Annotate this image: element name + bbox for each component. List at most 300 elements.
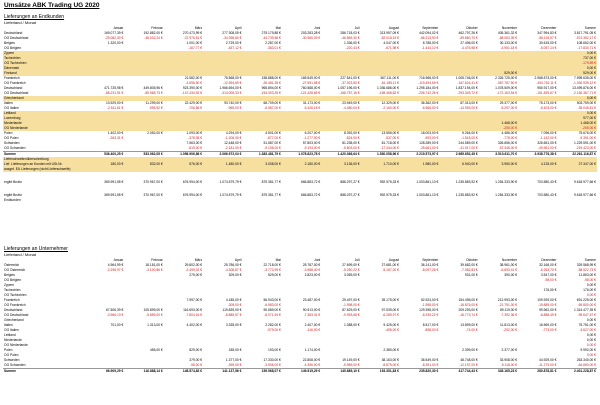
row-label-cell[interactable]: Griechenland	[4, 318, 24, 322]
table-cell[interactable]: -495,00 €	[385, 328, 399, 332]
table-cell[interactable]	[85, 172, 124, 180]
table-cell[interactable]: 0,00 €	[586, 353, 596, 357]
table-cell[interactable]: 369.991,55 €	[104, 193, 124, 197]
table-cell[interactable]: 0,00 €	[558, 111, 598, 116]
table-cell[interactable]	[282, 198, 321, 203]
column-header[interactable]: Oktober	[466, 26, 478, 30]
table-cell[interactable]: 149.515,29 €	[282, 369, 321, 375]
table-cell[interactable]: -6.263,70 €	[539, 268, 557, 272]
table-cell[interactable]: 471.725,98 €	[104, 86, 124, 90]
table-cell[interactable]: 2.407,00 €	[304, 323, 321, 327]
row-label-cell[interactable]: OG Tschechien	[4, 293, 27, 297]
table-cell[interactable]: 52.924,00 €	[420, 298, 439, 302]
table-cell[interactable]: 22.261.116,87 €	[558, 152, 598, 158]
table-cell[interactable]: -1.277,00 €	[303, 136, 321, 140]
table-cell[interactable]: -179,89 €	[558, 61, 598, 66]
table-cell[interactable]: -30.980,09 €	[301, 36, 321, 40]
table-cell[interactable]	[164, 172, 203, 180]
table-cell[interactable]: 4.402,00 €	[186, 323, 203, 327]
table-cell[interactable]	[361, 172, 400, 180]
table-cell[interactable]: -255,00 €	[558, 126, 598, 131]
table-cell[interactable]: 1.402,00 €	[107, 131, 124, 135]
table-cell[interactable]	[85, 198, 124, 203]
row-label-cell[interactable]: OG Polen	[4, 136, 19, 140]
table-cell[interactable]: -5.803,00 €	[342, 146, 360, 150]
table-cell[interactable]: 369.991,55 €	[104, 180, 124, 184]
table-cell[interactable]: 75.676,00 €	[578, 131, 596, 135]
table-cell[interactable]: -6.693,41 €	[500, 268, 518, 272]
table-cell[interactable]: 1.530.058,96 €	[361, 152, 400, 158]
table-cell[interactable]: 379,00 €	[189, 358, 203, 362]
table-cell[interactable]: -9.195,00 €	[264, 146, 281, 150]
table-cell[interactable]: 676.994,00 €	[182, 180, 203, 184]
table-cell[interactable]: -154.303,25 €	[260, 91, 281, 95]
table-cell[interactable]: -49.961,00 €	[537, 146, 557, 150]
table-cell[interactable]: 33.908,00 €	[499, 358, 518, 362]
table-cell[interactable]: 108.652,00 €	[576, 41, 596, 45]
table-cell[interactable]: -116,00 €	[306, 328, 321, 332]
table-cell[interactable]: 203.283,28 €	[300, 31, 321, 35]
table-cell[interactable]: -5.167,20 €	[382, 268, 399, 272]
table-cell[interactable]: -17.830,71 €	[577, 46, 596, 50]
row-label-cell[interactable]: OG Niederlande	[4, 343, 28, 347]
table-cell[interactable]: 1.036.686,00 €	[377, 86, 399, 90]
table-cell[interactable]: -2.160,00 €	[382, 106, 399, 110]
table-cell[interactable]: 176,00 €	[543, 288, 557, 292]
table-cell[interactable]: 691.225,00 €	[576, 298, 596, 302]
row-label-cell[interactable]: OG Deutschland	[4, 91, 29, 95]
table-cell[interactable]: 931,00 €	[464, 273, 478, 277]
table-cell[interactable]: 9.992,00 €	[580, 348, 596, 352]
table-cell[interactable]: 212.993,00 €	[497, 298, 518, 302]
table-cell[interactable]: 8.788,00 €	[422, 41, 439, 45]
table-cell[interactable]: 29.377,00 €	[499, 101, 518, 105]
column-header[interactable]: Juni	[314, 258, 321, 262]
table-cell[interactable]: -29.082,30 €	[104, 36, 124, 40]
table-cell[interactable]: 1.229.591,00 €	[574, 141, 596, 145]
table-cell[interactable]: 12.329,00 €	[381, 101, 399, 105]
table-cell[interactable]: -7.804,16 €	[185, 313, 203, 317]
table-cell[interactable]: 2.399,00 €	[462, 348, 478, 352]
table-cell[interactable]: -220,43 €	[345, 46, 360, 50]
table-cell[interactable]: 370.967,00 €	[143, 193, 163, 197]
table-cell[interactable]: 22.429,00 €	[184, 101, 203, 105]
table-cell[interactable]: 1.313,00 €	[147, 323, 163, 327]
row-label-cell[interactable]: Zypern	[4, 283, 15, 287]
table-cell[interactable]: 1.005.746,00 €	[455, 76, 478, 80]
row-label-cell[interactable]	[3, 185, 85, 193]
table-cell[interactable]: 701,00 €	[110, 323, 124, 327]
table-cell[interactable]: -8.391,00 €	[421, 363, 439, 367]
column-header[interactable]: Februar	[151, 258, 163, 262]
column-header[interactable]: September	[422, 258, 439, 262]
row-label-cell[interactable]: OG Tschechien	[3, 61, 85, 66]
row-label-cell[interactable]: Italien	[4, 323, 13, 327]
column-header[interactable]: Summe	[584, 26, 596, 30]
table-cell[interactable]: -979,00 €	[266, 328, 281, 332]
table-cell[interactable]	[203, 172, 242, 180]
table-cell[interactable]: 27.347,00 €	[558, 162, 598, 167]
row-label-cell[interactable]: Finnland	[3, 71, 85, 76]
table-cell[interactable]: 1.001,00 €	[186, 41, 203, 45]
table-cell[interactable]: -6.983,00 €	[264, 303, 281, 307]
table-cell[interactable]: -898,00 €	[424, 328, 439, 332]
row-label-cell[interactable]: Österreich	[4, 263, 20, 267]
table-cell[interactable]: -21.791,00 €	[498, 303, 518, 307]
table-cell[interactable]: 119.839,00 €	[222, 308, 242, 312]
table-cell[interactable]	[321, 185, 360, 193]
table-cell[interactable]: 209.293,00 €	[458, 308, 478, 312]
table-cell[interactable]: 326.651,00 €	[537, 141, 557, 145]
table-cell[interactable]: 7.597,00 €	[186, 298, 203, 302]
table-cell[interactable]: 105.899,00 €	[143, 308, 163, 312]
table-cell[interactable]: -9.193,00 €	[303, 146, 321, 150]
table-cell[interactable]: 27.496,00 €	[460, 41, 478, 45]
table-cell[interactable]: 1.093,00 €	[186, 131, 203, 135]
table-cell[interactable]: -314.005,33 €	[221, 91, 242, 95]
table-cell[interactable]	[282, 185, 321, 193]
table-cell[interactable]: 0,00 €	[558, 66, 598, 71]
table-cell[interactable]: 87.629,00 €	[342, 308, 360, 312]
table-cell[interactable]: -12.594,69 €	[222, 81, 242, 85]
table-cell[interactable]: 4.486,00 €	[501, 131, 518, 135]
table-cell[interactable]: 462.797,26 €	[458, 31, 478, 35]
table-cell[interactable]: -9.118,00 €	[500, 363, 518, 367]
table-cell[interactable]: 1.980,00 €	[400, 162, 439, 167]
table-cell[interactable]: 4.501,00 €	[265, 131, 281, 135]
table-cell[interactable]: 1.078.823,78 €	[282, 152, 321, 158]
table-cell[interactable]: 21.582,00 €	[184, 76, 203, 80]
table-cell[interactable]	[400, 172, 439, 180]
table-cell[interactable]: 90.689,00 €	[263, 308, 281, 312]
table-cell[interactable]: -61.185,11 €	[380, 81, 399, 85]
table-cell[interactable]: 2.219.573,97 €	[400, 152, 439, 158]
table-cell[interactable]: 13.899,00 €	[460, 323, 478, 327]
table-cell[interactable]: 154.495,00 €	[458, 298, 478, 302]
table-cell[interactable]: -3.773,99 €	[264, 268, 281, 272]
table-cell[interactable]: -11.279,00 €	[538, 363, 557, 367]
table-cell[interactable]: 1.003.861,13 €	[416, 193, 439, 197]
table-cell[interactable]: 12.448,00 €	[224, 141, 242, 145]
table-cell[interactable]: -85.965,73 €	[144, 91, 163, 95]
row-label-cell[interactable]: Luxemburg	[3, 116, 85, 121]
table-cell[interactable]: 66.909,29 €	[85, 369, 124, 375]
table-cell[interactable]: 29.497,00 €	[342, 298, 360, 302]
table-cell[interactable]: 703.580,43 €	[537, 180, 557, 184]
table-cell[interactable]: -293.349,72 €	[457, 91, 478, 95]
column-header[interactable]: Oktober	[466, 258, 478, 262]
table-cell[interactable]: 7.096,00 €	[540, 131, 557, 135]
table-cell[interactable]	[164, 185, 203, 193]
row-label-cell[interactable]: Tschechien	[4, 288, 21, 292]
table-cell[interactable]: 0,00 €	[586, 343, 596, 347]
table-cell[interactable]: 977,00 €	[558, 116, 598, 121]
table-cell[interactable]: 992.975,33 €	[379, 180, 399, 184]
table-cell[interactable]: 159.568,07 €	[243, 369, 282, 375]
table-cell[interactable]: 4.047,00 €	[383, 41, 399, 45]
row-label-cell[interactable]: Polen	[4, 131, 13, 135]
row-label-cell[interactable]: Lettland	[3, 111, 85, 116]
table-cell[interactable]: -4.308,87 €	[224, 268, 242, 272]
table-cell[interactable]: -2.499,02 €	[185, 268, 203, 272]
table-cell[interactable]: 27.681,00 €	[381, 263, 399, 267]
table-cell[interactable]: 6.207,00 €	[304, 131, 321, 135]
table-cell[interactable]: 1.235.883,92 €	[455, 193, 478, 197]
table-cell[interactable]: -387.787,50 €	[496, 81, 518, 85]
table-cell[interactable]: 75.751,00 €	[578, 323, 596, 327]
table-cell[interactable]: 25.786,00 €	[224, 263, 242, 267]
table-cell[interactable]: -74,00 €	[465, 328, 478, 332]
table-cell[interactable]: 347.994,83 €	[537, 31, 557, 35]
table-cell[interactable]: -25.661,00 €	[419, 146, 439, 150]
table-cell[interactable]: 39.175,00 €	[381, 298, 399, 302]
row-label-cell[interactable]: OG Österreich	[4, 268, 26, 272]
table-cell[interactable]	[361, 185, 400, 193]
table-cell[interactable]: 9.618.977,66 €	[574, 193, 596, 197]
table-cell[interactable]: 192.882,00 €	[143, 31, 163, 35]
table-cell[interactable]: 4.964,99 €	[107, 263, 124, 267]
row-label-cell[interactable]: ergibt Brutto	[4, 180, 22, 184]
table-cell[interactable]: -4.480,04 €	[342, 106, 360, 110]
table-cell[interactable]: -219.423,00 €	[575, 146, 596, 150]
row-label-cell[interactable]: Summe	[3, 369, 85, 375]
table-cell[interactable]: -17.344,00 €	[380, 146, 399, 150]
table-cell[interactable]: -1.142,00 €	[539, 136, 557, 140]
table-cell[interactable]: -7.392,36 €	[500, 313, 518, 317]
table-cell[interactable]: -537,00 €	[385, 136, 399, 140]
row-label-cell[interactable]: Deutschland	[4, 308, 23, 312]
table-cell[interactable]: 313.997,09 €	[379, 31, 399, 35]
table-cell[interactable]: 9.425,00 €	[383, 323, 399, 327]
table-cell[interactable]: -9.993,68 €	[342, 313, 360, 317]
table-cell[interactable]: 57.803,00 €	[302, 141, 321, 145]
row-label-cell[interactable]: Frankreich	[4, 298, 20, 302]
table-cell[interactable]: 1.057.196,00 €	[337, 86, 360, 90]
table-cell[interactable]: 263.340,00 €	[576, 358, 596, 362]
row-label-cell[interactable]: Lief. Lieferungen an Kunden mit USt-Nr.	[3, 162, 85, 167]
table-cell[interactable]: -383,01 €	[266, 46, 281, 50]
table-cell[interactable]: 5.264,00 €	[462, 131, 478, 135]
column-header[interactable]: Mai	[275, 26, 281, 30]
table-cell[interactable]: 29.802,00 €	[184, 263, 203, 267]
table-cell[interactable]: -773,00 €	[542, 328, 557, 332]
table-cell[interactable]: 737,00 €	[558, 56, 598, 61]
table-cell[interactable]: 32.166,00 €	[539, 263, 557, 267]
table-cell[interactable]: 148.574,82 €	[164, 369, 203, 375]
table-cell[interactable]: 2.287,00 €	[265, 41, 281, 45]
table-cell[interactable]: -19.889,00 €	[537, 303, 557, 307]
table-cell[interactable]: 442.094,02 €	[419, 31, 439, 35]
table-cell[interactable]: 17.330,00 €	[263, 358, 281, 362]
table-cell[interactable]: 1.320,00 €	[107, 41, 124, 45]
table-cell[interactable]: 7.995.635,00 €	[574, 76, 596, 80]
table-cell[interactable]: 1.480,00 €	[203, 162, 242, 167]
table-cell[interactable]: -1.518,00 €	[461, 136, 478, 140]
column-header[interactable]: August	[388, 26, 399, 30]
table-cell[interactable]: 19.149,00 €	[342, 358, 360, 362]
table-cell[interactable]: 879.381,77 €	[261, 180, 281, 184]
table-cell[interactable]: -2.296,97 €	[106, 268, 124, 272]
column-header[interactable]: April	[234, 26, 242, 30]
table-cell[interactable]: 0,00 €	[558, 51, 598, 56]
table-cell[interactable]: -8.885,57 €	[224, 313, 242, 317]
table-cell[interactable]: 280.878,81 €	[518, 369, 557, 375]
table-cell[interactable]: 455,00 €	[149, 348, 163, 352]
table-cell[interactable]: 888.297,27 €	[340, 180, 360, 184]
table-cell[interactable]: 128.289,00 €	[419, 141, 439, 145]
column-header[interactable]: Februar	[151, 26, 163, 30]
table-cell[interactable]	[243, 198, 282, 203]
table-cell[interactable]: 1.468,00 €	[479, 121, 518, 126]
table-cell[interactable]: 109.929,00 €	[537, 298, 557, 302]
row-label-cell[interactable]: OG Italien	[4, 106, 19, 110]
row-label-cell[interactable]: Endkunden	[4, 198, 21, 202]
table-cell[interactable]: 56.943,00 €	[263, 298, 281, 302]
row-label-cell[interactable]: Schweden	[4, 358, 20, 362]
table-cell[interactable]: -263,31 €	[109, 136, 124, 140]
table-cell[interactable]: 2.052,00 €	[147, 131, 163, 135]
row-label-cell[interactable]: OG Deutschland	[4, 313, 29, 317]
table-cell[interactable]: -3.627,00 €	[579, 328, 596, 332]
table-cell[interactable]	[321, 198, 360, 203]
table-cell[interactable]: -1.206,00 €	[224, 136, 242, 140]
table-cell[interactable]: 2.968.573,00 €	[534, 76, 557, 80]
column-header[interactable]: März	[194, 258, 203, 262]
table-cell[interactable]: 68.709,00 €	[263, 101, 281, 105]
table-cell[interactable]: 30.615,00 €	[539, 41, 557, 45]
table-cell[interactable]	[558, 185, 598, 193]
table-cell[interactable]	[282, 172, 321, 180]
table-cell[interactable]: 38.961,00 €	[499, 263, 518, 267]
table-cell[interactable]: 75.568,00 €	[224, 76, 242, 80]
table-cell[interactable]: 1.837.194,00 €	[455, 86, 478, 90]
table-cell[interactable]: -965,00 €	[227, 106, 242, 110]
table-cell[interactable]: -2.181,00 €	[224, 146, 242, 150]
row-label-cell[interactable]: Tschechien	[3, 56, 85, 61]
table-cell[interactable]: 829,00 €	[189, 348, 203, 352]
table-cell[interactable]: 44.929,00 €	[539, 358, 557, 362]
table-cell[interactable]: 176,00 €	[583, 288, 596, 292]
table-cell[interactable]: 158.888,00 €	[261, 76, 281, 80]
table-cell[interactable]	[479, 185, 518, 193]
table-cell[interactable]: 2.823,00 €	[304, 273, 321, 277]
table-cell[interactable]: -494.762,11 €	[536, 81, 557, 85]
table-cell[interactable]: -147.434,92 €	[181, 91, 203, 95]
table-cell[interactable]: -8.339,22 €	[421, 313, 439, 317]
table-cell[interactable]: 536.400,25 €	[85, 152, 124, 158]
table-cell[interactable]: -88.231,91 €	[104, 91, 124, 95]
table-cell[interactable]: -16.773,74 €	[459, 313, 478, 317]
table-cell[interactable]: 11.299,00 €	[145, 101, 163, 105]
table-cell[interactable]: -99.647,57 €	[577, 313, 596, 317]
table-cell[interactable]: 51.587,00 €	[263, 141, 281, 145]
table-cell[interactable]: 703.580,43 €	[537, 193, 557, 197]
row-label-cell[interactable]: OG Belgien	[4, 278, 22, 282]
table-cell[interactable]: -8.097,26 €	[421, 268, 439, 272]
table-cell[interactable]: -172.163,54 €	[496, 91, 518, 95]
table-cell[interactable]: -165.468,82 €	[378, 91, 399, 95]
table-cell[interactable]: -37.923,50 €	[341, 81, 360, 85]
table-cell[interactable]: -68.063,39 €	[498, 36, 518, 40]
table-cell[interactable]: 13.929,00 €	[105, 101, 124, 105]
table-cell[interactable]: 27.699,00 €	[342, 263, 360, 267]
row-label-cell[interactable]: OG Belgien	[4, 46, 22, 50]
table-cell[interactable]: 30.133,00 €	[499, 41, 518, 45]
table-cell[interactable]: 13.555,00 €	[381, 131, 399, 135]
table-cell[interactable]: -8.879,00 €	[382, 363, 399, 367]
table-cell[interactable]: -457,12 €	[227, 46, 242, 50]
table-cell[interactable]: -98,00 €	[544, 278, 557, 282]
table-cell[interactable]: 923.390,00 €	[182, 86, 203, 90]
table-cell[interactable]: 503.759,00 €	[576, 101, 596, 105]
row-label-cell[interactable]: Deutschland	[4, 86, 23, 90]
table-cell[interactable]: -52.018,19 €	[380, 36, 399, 40]
table-cell[interactable]: 81.718,00 €	[381, 141, 399, 145]
table-cell[interactable]: -119.494,69 €	[418, 81, 439, 85]
table-cell[interactable]	[124, 185, 163, 193]
table-cell[interactable]: -151.839,67 €	[536, 91, 557, 95]
table-cell[interactable]: 145.889,10 €	[321, 369, 360, 375]
table-cell[interactable]: -5.250,22 €	[342, 268, 360, 272]
table-cell[interactable]: -3.908,00 €	[264, 363, 281, 367]
table-cell[interactable]: 116.693,00 €	[183, 308, 203, 312]
table-cell[interactable]: 3.008,00 €	[243, 162, 282, 167]
table-cell[interactable]: -5.403,00 €	[539, 106, 557, 110]
table-cell[interactable]	[439, 185, 478, 193]
column-header[interactable]: Mai	[275, 258, 281, 262]
table-cell[interactable]: 244.589,00 €	[458, 141, 478, 145]
table-cell[interactable]: -16.876,00 €	[459, 303, 478, 307]
row-label-cell[interactable]: OG Deutschland	[4, 36, 29, 40]
table-cell[interactable]: 116.888,14 €	[124, 369, 163, 375]
table-cell[interactable]: -378,35 €	[188, 136, 203, 140]
table-cell[interactable]: -59.860,70 €	[459, 36, 478, 40]
table-cell[interactable]: 185,00 €	[228, 348, 242, 352]
table-cell[interactable]: 18.181,00 €	[145, 263, 163, 267]
table-cell[interactable]: 0,00 €	[558, 96, 598, 101]
table-cell[interactable]: 888.297,27 €	[340, 193, 360, 197]
table-cell[interactable]: 81.238,00 €	[342, 141, 360, 145]
table-cell[interactable]: -395,00 €	[227, 363, 242, 367]
table-cell[interactable]: 23.949,00 €	[342, 101, 360, 105]
table-cell[interactable]: 129.398,00 €	[419, 308, 439, 312]
table-cell[interactable]: -4.476,98 €	[461, 46, 478, 50]
table-cell[interactable]	[558, 172, 598, 180]
table-cell[interactable]: 277.308,05 €	[222, 31, 242, 35]
table-cell[interactable]	[558, 198, 598, 203]
table-cell[interactable]	[361, 198, 400, 203]
table-cell[interactable]: 0,00 €	[586, 318, 596, 322]
table-cell[interactable]: 93.740,00 €	[224, 101, 242, 105]
table-cell[interactable]: 2.326.725,00 €	[495, 76, 518, 80]
table-cell[interactable]: 329.568,99 €	[576, 263, 596, 267]
table-cell[interactable]: 275.179,88 €	[261, 31, 281, 35]
table-cell[interactable]: 180,00 €	[85, 162, 124, 167]
table-cell[interactable]: -56.116,57 €	[538, 36, 557, 40]
column-header[interactable]: September	[422, 26, 439, 30]
table-cell[interactable]: -778,00 €	[503, 136, 518, 140]
table-cell[interactable]: -121.428,65 €	[299, 91, 321, 95]
table-cell[interactable]: -5.987,00 €	[264, 106, 281, 110]
table-cell[interactable]: 193.351,83 €	[361, 369, 400, 375]
table-cell[interactable]: -2.511,61 €	[106, 106, 124, 110]
row-label-cell[interactable]: Lieferschwellenüberschreitung	[3, 157, 85, 162]
table-cell[interactable]: -1.444,10 €	[421, 46, 439, 50]
table-cell[interactable]: -305,00 €	[227, 303, 242, 307]
column-header[interactable]: Januar	[113, 26, 124, 30]
table-cell[interactable]: 3.938.776,38 €	[518, 152, 557, 158]
table-cell[interactable]: 4.125,00 €	[518, 162, 557, 167]
